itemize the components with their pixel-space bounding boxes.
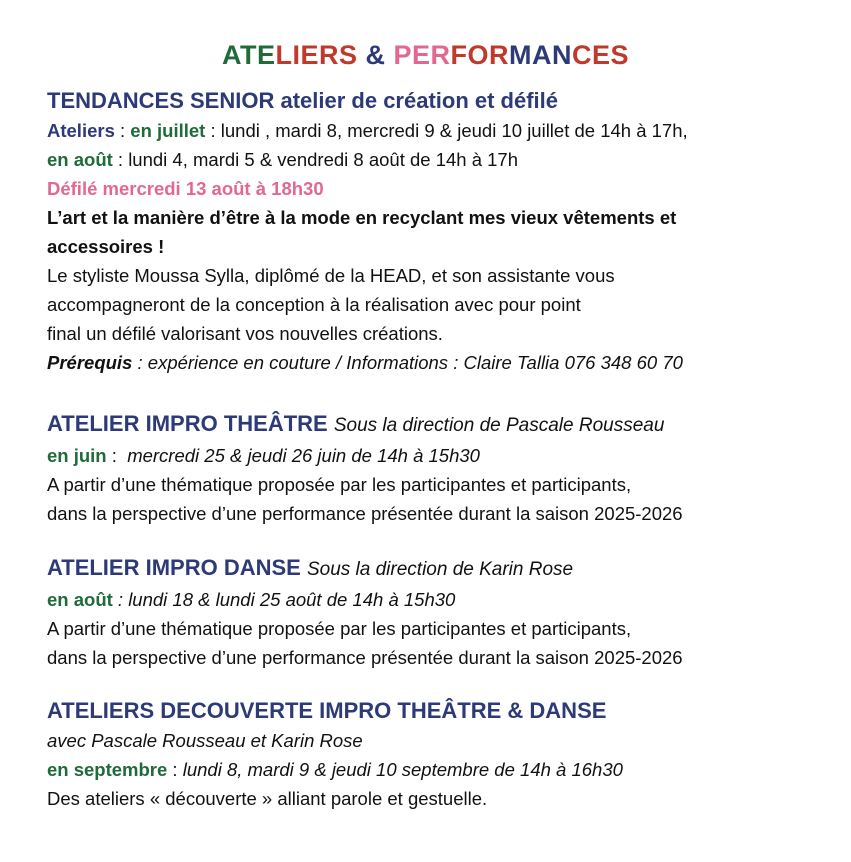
section-heading: ATELIERS DECOUVERTE IMPRO THEÂTRE & DANSE xyxy=(47,698,607,723)
prereq-label: Prérequis xyxy=(47,352,133,373)
july-label: en juillet xyxy=(130,120,206,141)
description-line: Le styliste Moussa Sylla, diplômé de la HEAD, et son assistante vous xyxy=(47,265,615,286)
title-part: ATE xyxy=(221,40,276,70)
title-part: LIERS xyxy=(275,40,358,70)
section-decouverte xyxy=(47,696,831,813)
june-text: mercredi 25 & jeudi 26 juin de 14h à 15h30 xyxy=(127,445,480,466)
section-subtitle: avec Pascale Rousseau et Karin Rose xyxy=(47,730,363,751)
august-text: : lundi 18 & lundi 25 août de 14h à 15h30 xyxy=(112,589,456,610)
separator: : xyxy=(114,120,131,141)
schedule-august xyxy=(47,145,831,174)
july-text: : lundi , mardi 8, mercredi 9 & jeudi 10 juillet de 14h à 17h, xyxy=(205,120,688,141)
ateliers-label: Ateliers xyxy=(47,120,115,141)
title-part: & xyxy=(357,40,394,70)
schedule-june xyxy=(47,441,831,470)
section-danse xyxy=(47,553,831,672)
title-part: PER xyxy=(393,40,451,70)
section-heading: ATELIER IMPRO DANSE xyxy=(47,555,301,580)
description-line: A partir d’une thématique proposée par les participantes et participants, xyxy=(47,618,632,639)
section-heading: TENDANCES SENIOR atelier de création et défilé xyxy=(47,88,559,113)
description-line: A partir d’une thématique proposée par les participantes et participants, xyxy=(47,474,632,495)
defile-date: Défilé mercredi 13 août à 18h30 xyxy=(47,178,324,199)
section-tendances xyxy=(47,86,831,377)
section-subtitle: Sous la direction de Karin Rose xyxy=(306,559,574,580)
section-heading-row xyxy=(47,409,831,441)
description-line: dans la perspective d’une performance présentée durant la saison 2025-2026 xyxy=(47,503,683,524)
schedule-september xyxy=(47,755,831,784)
description-line: accompagneront de la conception à la réalisation avec pour point xyxy=(47,294,581,315)
tagline-line: L’art et la manière d’être à la mode en recyclant mes vieux vêtements et xyxy=(47,207,677,228)
description-line: Des ateliers « découverte » alliant parole et gestuelle. xyxy=(47,788,488,809)
september-text: lundi 8, mardi 9 & jeudi 10 septembre de 14h à 16h30 xyxy=(182,759,623,780)
title-part: FOR xyxy=(450,40,510,70)
schedule-august xyxy=(47,585,831,614)
schedule-july xyxy=(47,116,831,145)
section-subtitle: Sous la direction de Pascale Rousseau xyxy=(333,415,665,436)
section-heading: ATELIER IMPRO THEÂTRE xyxy=(47,411,328,436)
section-heading-row xyxy=(47,553,831,585)
description-line: final un défilé valorisant vos nouvelles créations. xyxy=(47,323,443,344)
separator: : xyxy=(167,759,183,780)
june-label: en juin xyxy=(47,445,107,466)
prereq-text: : expérience en couture / Informations : Claire Tallia 076 348 60 70 xyxy=(132,352,683,373)
title-part: MAN xyxy=(509,40,573,70)
title-part: CES xyxy=(572,40,630,70)
august-label: en août xyxy=(47,589,113,610)
separator: : xyxy=(106,445,128,466)
section-theatre xyxy=(47,409,831,528)
august-text: : lundi 4, mardi 5 & vendredi 8 août de 14h à 17h xyxy=(112,149,519,170)
september-label: en septembre xyxy=(47,759,168,780)
august-label: en août xyxy=(47,149,113,170)
tagline-line: accessoires ! xyxy=(47,236,165,257)
main-title xyxy=(0,40,851,71)
prerequisites xyxy=(47,348,831,377)
description-line: dans la perspective d’une performance présentée durant la saison 2025-2026 xyxy=(47,647,683,668)
